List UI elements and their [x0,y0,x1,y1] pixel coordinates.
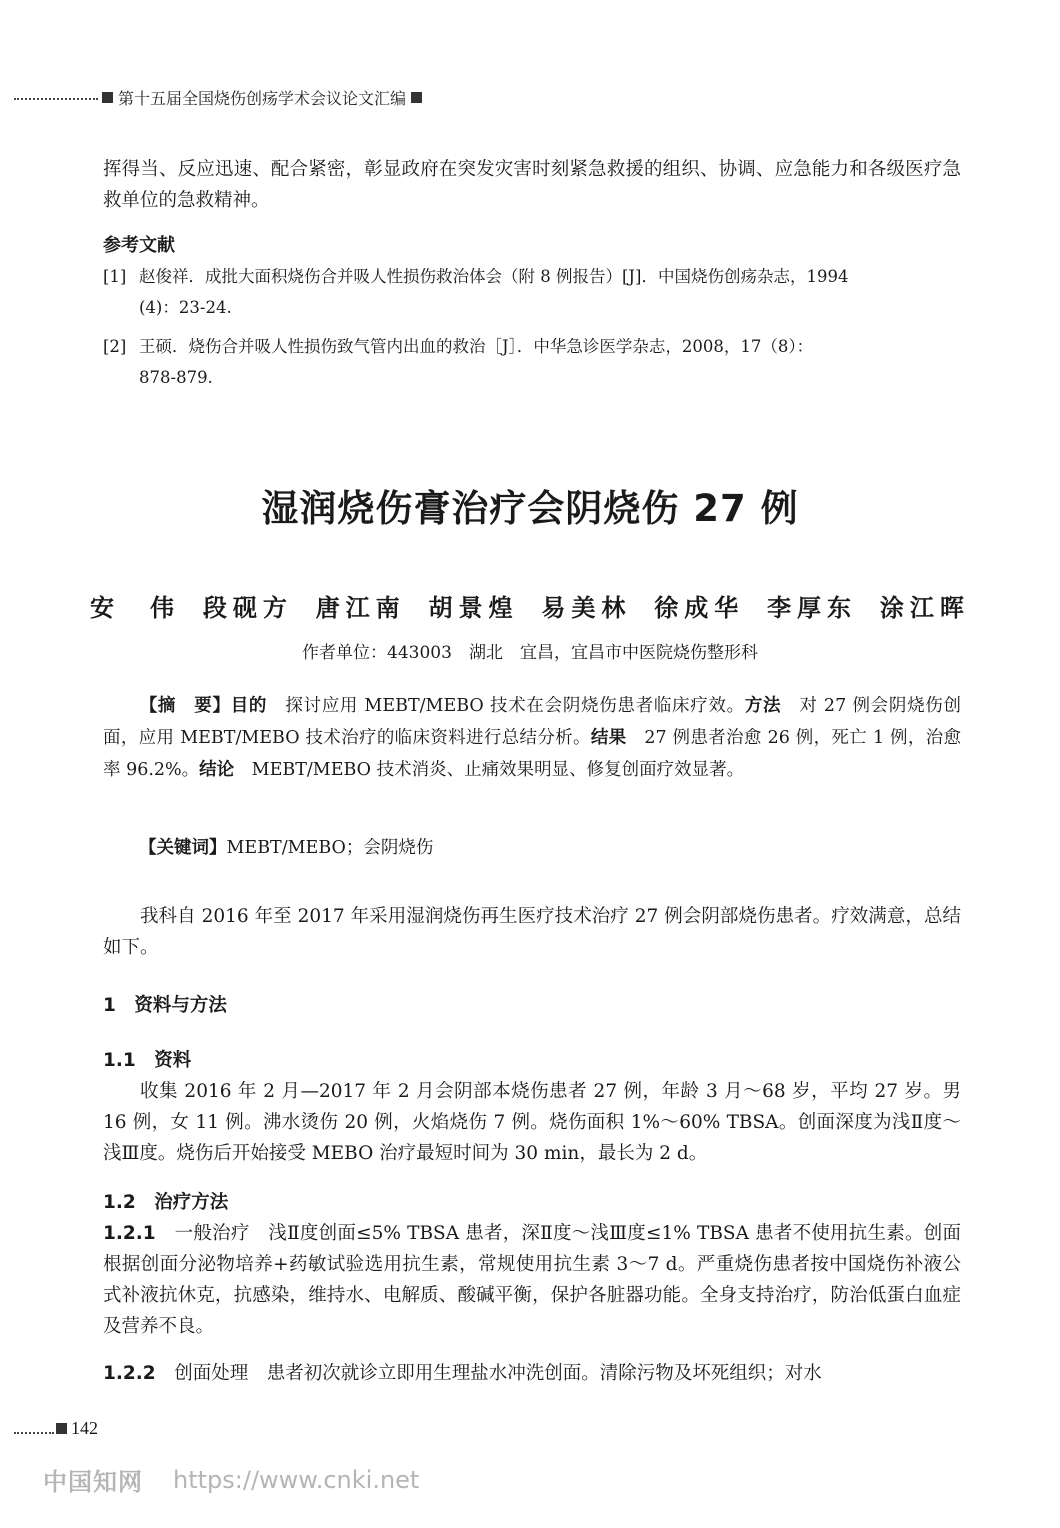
previous-article-continuation: 挥得当、反应迅速、配合紧密，彰显政府在突发灾害时刻紧急救援的组织、协调、应急能力和各级医疗急救单位的急救精神。 [103,159,961,211]
abstract [103,690,961,786]
cnki-url: https://www.cnki.net [173,1465,420,1494]
running-header [102,86,422,109]
wound-care-paragraph [103,1358,961,1389]
subsection-heading: 1.1 资料 [103,1050,192,1071]
header-rule [14,98,98,100]
reference-item [103,261,961,323]
reference-text: 王硕．烧伤合并吸人性损伤致气管内出血的救治［J］．中华急诊医学杂志，2008，17（8）： [139,337,814,356]
author: 安 伟 [90,593,180,622]
result-label: 结果 [590,728,627,748]
author: 唐江南 [315,593,406,622]
author-affiliation: 作者单位：443003 湖北 宜昌，宜昌市中医院烧伤整形科 [302,643,758,663]
general-treatment-text: 一般治疗 浅Ⅱ度创面≤5% TBSA 患者，深Ⅱ度～浅Ⅲ度≤1% TBSA 患者不使用抗生素。创面根据创面分泌物培养+药敏试验选用抗生素，常规使用抗生素 3～7 d。严重烧伤患者按中国烧伤补液公式补液抗休克，抗感染，维持水、电解质、酸碱平衡，保护各脏器功能。全身支持治疗，防治低蛋白血症及营养不良。 [103,1223,961,1337]
subsection-heading: 1.2 治疗方法 [103,1192,229,1213]
author-list [90,588,970,623]
footer-rule [14,1432,54,1434]
purpose-text: 探讨应用 MEBT/MEBO 技术在会阴烧伤患者临床疗效。 [267,696,745,716]
square-bullet-icon [56,1423,67,1434]
reference-item [103,331,961,393]
author: 胡景煌 [428,593,519,622]
reference-text: 赵俊祥．成批大面积烧伤合并吸人性损伤救治体会（附 8 例报告）[J]．中国烧伤创疡杂志，1994 [139,267,849,286]
section-heading: 1 资料与方法 [103,995,227,1016]
reference-number: [1] [103,267,127,286]
keywords-label: 【关键词】 [139,838,227,858]
subsubsection-label: 1.2.2 [103,1363,156,1384]
journal-title: 第十五届全国烧伤创疡学术会议论文汇编 [118,89,407,108]
author: 涂江晖 [879,593,970,622]
conclusion-label: 结论 [199,760,235,780]
result-text: 27 例患者治愈 26 例，死亡 1 例，治愈率 96.2%。 [103,728,961,780]
method-label: 方法 [744,696,782,716]
author: 徐成华 [654,593,745,622]
intro-paragraph: 我科自 2016 年至 2017 年采用湿润烧伤再生医疗技术治疗 27 例会阴部烧伤患者。疗效满意，总结如下。 [103,906,961,958]
conclusion-text: MEBT/MEBO 技术消炎、止痛效果明显、修复创面疗效显著。 [234,760,745,780]
cnki-watermark [43,1462,419,1497]
reference-text-continued: 878-879. [139,368,213,387]
purpose-label: 目的 [230,696,268,716]
author: 段砚方 [202,593,293,622]
author: 易美林 [541,593,632,622]
author: 李厚东 [767,593,858,622]
method-text: 对 27 例会阴烧伤创面，应用 MEBT/MEBO 技术治疗的临床资料进行总结分析。 [103,696,961,748]
reference-number: [2] [103,337,127,356]
references-heading: 参考文献 [103,235,175,256]
square-bullet-icon [102,92,113,103]
treatment-paragraph [103,1218,961,1342]
wound-care-text: 创面处理 患者初次就诊立即用生理盐水冲洗创面。清除污物及坏死组织；对水 [155,1363,822,1384]
square-bullet-icon [411,92,422,103]
abstract-label: 【摘 要】 [139,696,231,716]
keywords [103,832,961,864]
page-number-value: 142 [71,1418,98,1438]
reference-text-continued: (4)：23-24. [139,298,232,317]
cnki-logo: 中国知网 [43,1468,143,1496]
keywords-text: MEBT/MEBO；会阴烧伤 [226,838,434,858]
page-number [56,1418,98,1439]
article-title: 湿润烧伤膏治疗会阴烧伤 27 例 [261,487,799,530]
subsubsection-label: 1.2.1 [103,1223,156,1244]
materials-paragraph: 收集 2016 年 2 月—2017 年 2 月会阴部本烧伤患者 27 例，年龄 3 月～68 岁，平均 27 岁。男 16 例，女 11 例。沸水烫伤 20 例，火焰烧伤 7 例。烧伤面积 1%～60% TBSA。创面深度为浅Ⅱ度～浅Ⅲ度。烧伤后开始接受 MEBO 治疗最短时间为 30 min，最长为 2 d。 [103,1081,961,1164]
